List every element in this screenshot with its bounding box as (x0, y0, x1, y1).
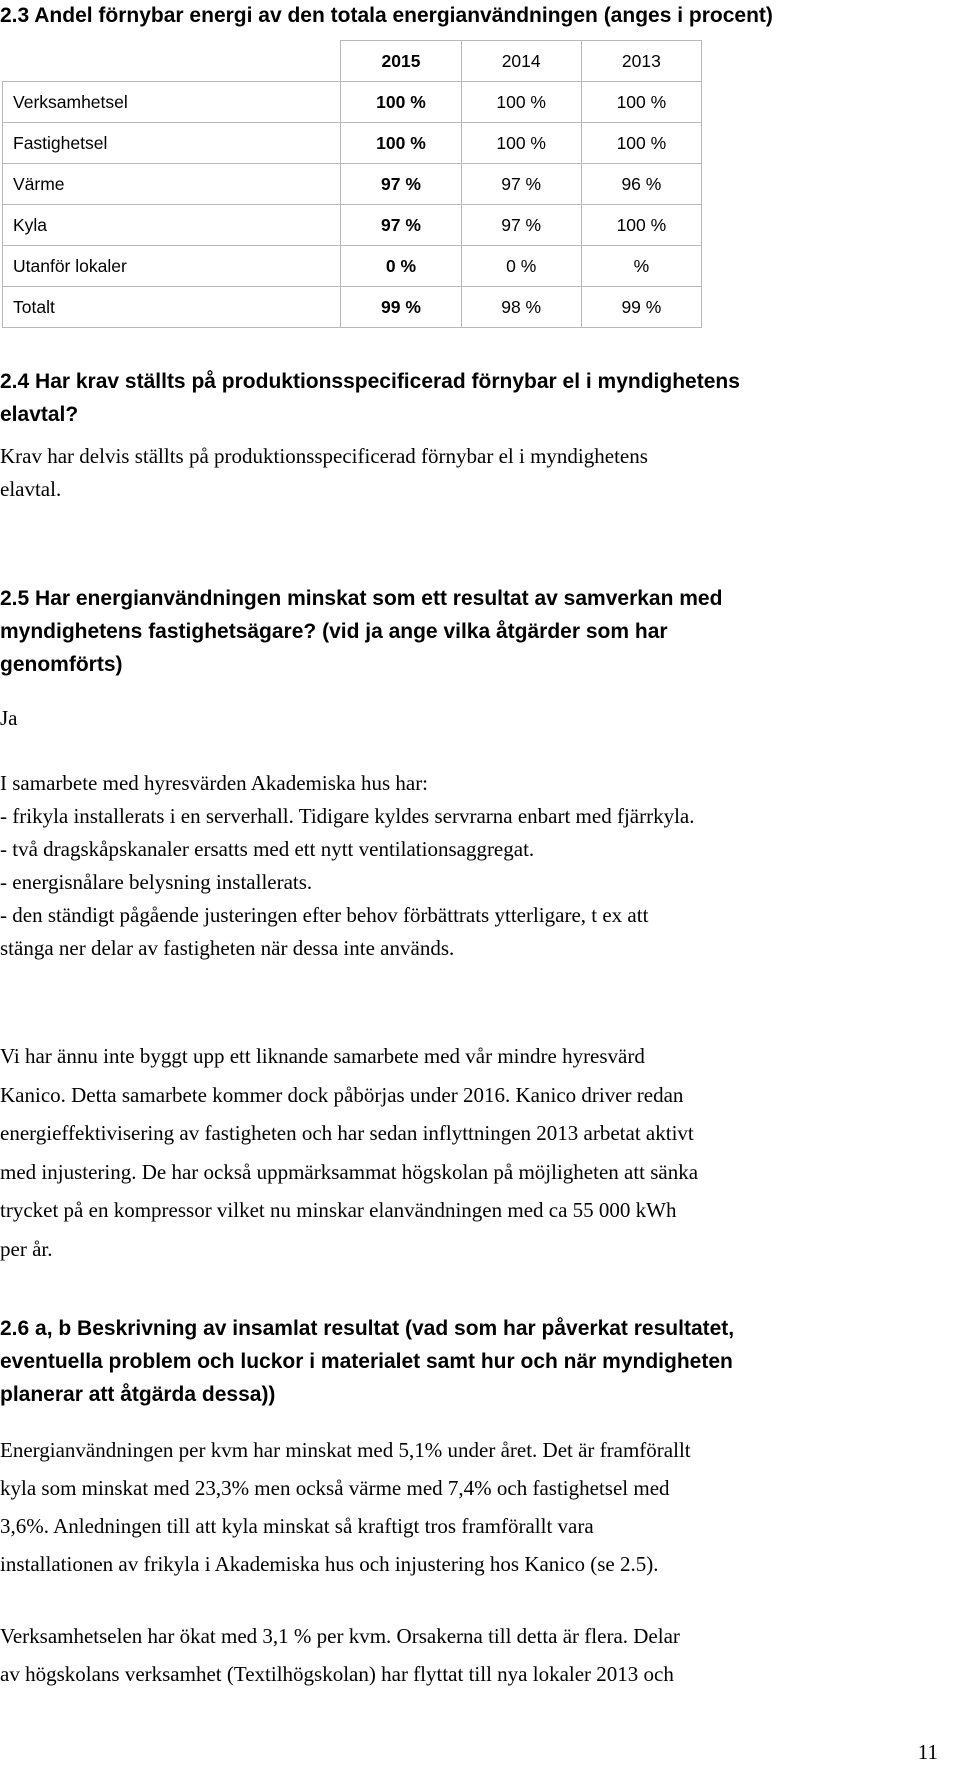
row-label: Utanför lokaler (3, 246, 341, 287)
text-line: installationen av frikyla i Akademiska hus och injustering hos Kanico (se 2.5). (0, 1552, 659, 1576)
section-2-4-answer (0, 440, 648, 506)
table-header-row (3, 41, 702, 82)
text-line: - frikyla installerats i en serverhall. Tidigare kyldes servrarna enbart med fjärrkyla. (0, 804, 695, 828)
cell-2014: 100 % (461, 123, 581, 164)
text-line: Krav har delvis ställts på produktionsspecificerad förnybar el i myndighetens (0, 444, 648, 468)
section-2-5-answer: Ja (0, 706, 18, 730)
section-2-4-heading (0, 365, 740, 431)
section-2-3-heading: 2.3 Andel förnybar energi av den totala energianvändningen (anges i procent) (0, 4, 773, 27)
section-2-6-paragraph-1 (0, 1431, 691, 1583)
heading-line: myndighetens fastighetsägare? (vid ja ange vilka åtgärder som har (0, 620, 668, 643)
table-row (3, 123, 702, 164)
cell-2015: 99 % (341, 287, 461, 328)
heading-line: eventuella problem och luckor i materialet samt hur och när myndigheten (0, 1350, 733, 1373)
cell-2013: 96 % (581, 164, 701, 205)
text-line: - två dragskåpskanaler ersatts med ett nytt ventilationsaggregat. (0, 837, 535, 861)
text-line: energieffektivisering av fastigheten och har sedan inflyttningen 2013 arbetat aktivt (0, 1121, 694, 1145)
section-2-6-heading (0, 1312, 734, 1411)
heading-line: elavtal? (0, 403, 79, 426)
table-row (3, 287, 702, 328)
table-row (3, 164, 702, 205)
cell-2014: 97 % (461, 164, 581, 205)
cell-2013: 99 % (581, 287, 701, 328)
table-row (3, 82, 702, 123)
row-label: Fastighetsel (3, 123, 341, 164)
section-2-5-measures (0, 767, 695, 965)
cell-2013: 100 % (581, 82, 701, 123)
heading-line: planerar att åtgärda dessa)) (0, 1383, 276, 1406)
text-line: 3,6%. Anledningen till att kyla minskat så kraftigt tros framförallt vara (0, 1514, 594, 1538)
text-line: trycket på en kompressor vilket nu minskar elanvändningen med ca 55 000 kWh (0, 1198, 677, 1222)
text-line: - den ständigt pågående justeringen efter behov förbättrats ytterligare, t ex att (0, 903, 649, 927)
cell-2015: 100 % (341, 82, 461, 123)
column-header-2015: 2015 (341, 41, 461, 82)
cell-2013: % (581, 246, 701, 287)
row-label: Verksamhetsel (3, 82, 341, 123)
cell-2014: 97 % (461, 205, 581, 246)
table-row (3, 246, 702, 287)
cell-2015: 0 % (341, 246, 461, 287)
row-label: Kyla (3, 205, 341, 246)
text-line: I samarbete med hyresvärden Akademiska hus har: (0, 771, 429, 795)
column-header-2014: 2014 (461, 41, 581, 82)
cell-2015: 97 % (341, 164, 461, 205)
text-line: Kanico. Detta samarbete kommer dock påbörjas under 2016. Kanico driver redan (0, 1082, 684, 1107)
cell-2014: 0 % (461, 246, 581, 287)
heading-line: 2.6 a, b Beskrivning av insamlat resultat (vad som har påverkat resultatet, (0, 1317, 735, 1340)
text-line: stänga ner delar av fastigheten när dessa inte används. (0, 936, 455, 960)
cell-2014: 98 % (461, 287, 581, 328)
row-label: Totalt (3, 287, 341, 328)
text-line: elavtal. (0, 477, 62, 501)
text-line: Verksamhetselen har ökat med 3,1 % per kvm. Orsakerna till detta är flera. Delar (0, 1624, 680, 1648)
cell-2013: 100 % (581, 123, 701, 164)
text-line: kyla som minskat med 23,3% men också värme med 7,4% och fastighetsel med (0, 1476, 670, 1500)
cell-2013: 100 % (581, 205, 701, 246)
text-line: av högskolans verksamhet (Textilhögskolan) har flyttat till nya lokaler 2013 och (0, 1662, 674, 1686)
heading-line: 2.4 Har krav ställts på produktionsspecificerad förnybar el i myndighetens (0, 370, 740, 393)
table-row (3, 205, 702, 246)
table-corner-cell (3, 41, 341, 82)
renewable-share-table (2, 40, 702, 328)
text-line: med injustering. De har också uppmärksammat högskolan på möjligheten att sänka (0, 1159, 699, 1184)
heading-line: 2.5 Har energianvändningen minskat som ett resultat av samverkan med (0, 587, 723, 610)
cell-2014: 100 % (461, 82, 581, 123)
text-line: Energianvändningen per kvm har minskat med 5,1% under året. Det är framförallt (0, 1438, 691, 1462)
section-2-6-paragraph-2 (0, 1617, 680, 1693)
cell-2015: 100 % (341, 123, 461, 164)
text-line: per år. (0, 1236, 53, 1261)
text-line: - energisnålare belysning installerats. (0, 870, 313, 894)
text-line: Vi har ännu inte byggt upp ett liknande samarbete med vår mindre hyresvärd (0, 1044, 645, 1068)
page-number: 11 (917, 1740, 938, 1764)
row-label: Värme (3, 164, 341, 205)
section-2-5-kanico (0, 1037, 698, 1268)
column-header-2013: 2013 (581, 41, 701, 82)
section-2-5-heading (0, 582, 722, 681)
cell-2015: 97 % (341, 205, 461, 246)
heading-line: genomförts) (0, 653, 123, 676)
